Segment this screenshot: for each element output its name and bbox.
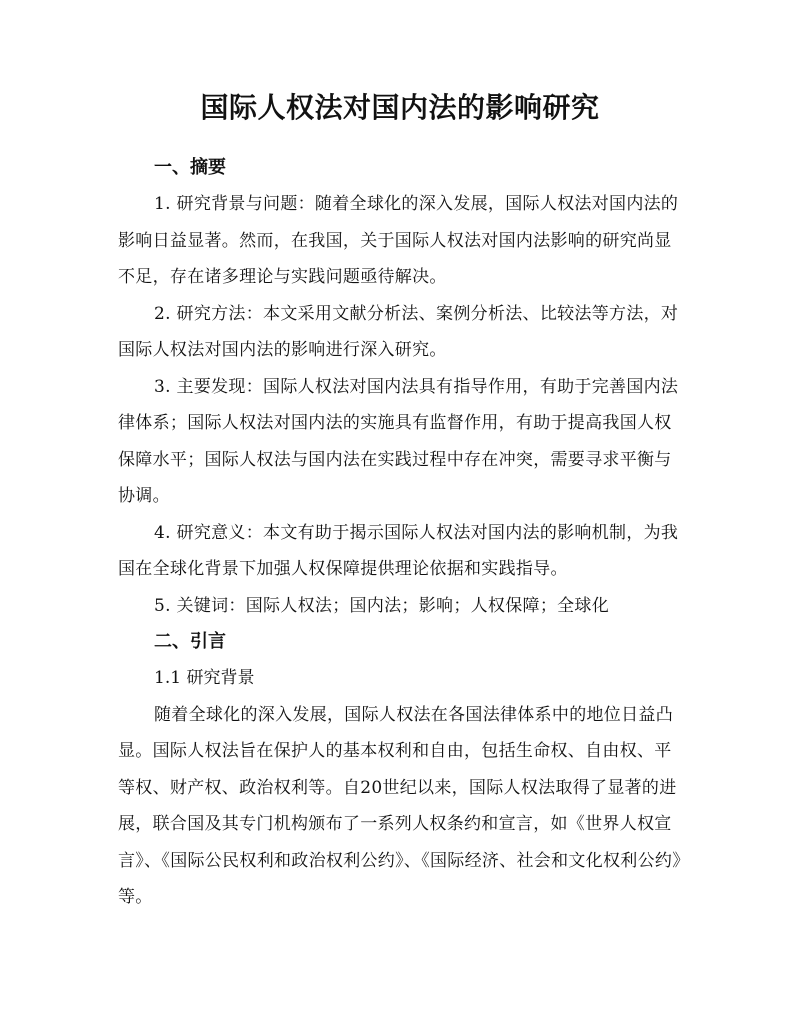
introduction-paragraph: 随着全球化的深入发展，国际人权法在各国法律体系中的地位日益凸显。国际人权法旨在保护人的基本权利和自由，包括生命权、自由权、平等权、财产权、政治权利等。自20世纪以来，国际人权法取得了显著的进展，联合国及其专门机构颁布了一系列人权条约和宣言，如《世界人权宣言》、《国际公民权利和政治权利公约》、《国际经济、社会和文化权利公约》等。 — [118, 704, 681, 907]
abstract-item-significance: 4. 研究意义：本文有助于揭示国际人权法对国内法的影响机制，为我国在全球化背景下加强人权保障提供理论依据和实践指导。 — [118, 522, 679, 579]
abstract-item-background: 1. 研究背景与问题：随着全球化的深入发展，国际人权法对国内法的影响日益显著。然而，在我国，关于国际人权法对国内法影响的研究尚显不足，存在诸多理论与实践问题亟待解决。 — [118, 194, 679, 287]
document-title: 国际人权法对国内法的影响研究 — [200, 91, 600, 124]
abstract-item-methods: 2. 研究方法：本文采用文献分析法、案例分析法、比较法等方法，对国际人权法对国内法的影响进行深入研究。 — [118, 303, 679, 360]
abstract-item-findings: 3. 主要发现：国际人权法对国内法具有指导作用，有助于完善国内法律体系；国际人权法对国内法的实施具有监督作用，有助于提高我国人权保障水平；国际人权法与国内法在实践过程中存在冲突，需要寻求平衡与协调。 — [118, 376, 679, 506]
subsection-heading-background: 1.1 研究背景 — [154, 668, 255, 688]
abstract-item-keywords: 5. 关键词：国际人权法；国内法；影响；人权保障；全球化 — [154, 595, 610, 616]
section-heading-introduction: 二、引言 — [154, 631, 226, 652]
section-heading-abstract: 一、摘要 — [154, 157, 226, 178]
